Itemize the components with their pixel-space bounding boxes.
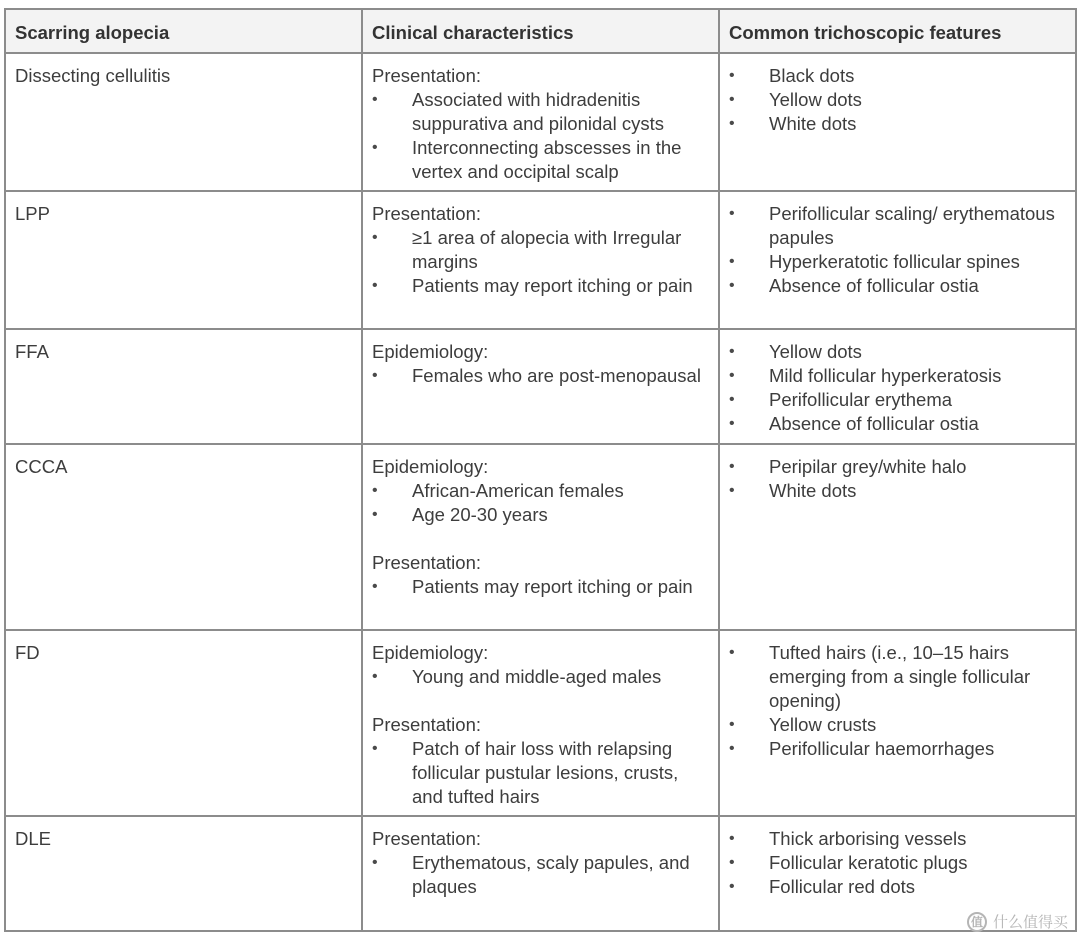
- section-label: Epidemiology:: [372, 642, 489, 663]
- bullet-list: [372, 737, 710, 809]
- bullet-list: [729, 455, 1067, 503]
- section-label: Presentation:: [372, 714, 482, 735]
- table-row: [5, 191, 1076, 329]
- condition-cell: LPP: [5, 191, 362, 329]
- header-trichoscopic-features: Common trichoscopic features: [719, 9, 1076, 53]
- table-row: [5, 816, 1076, 931]
- list-item: • Interconnecting abscesses in the vertex and occipital scalp: [372, 136, 710, 184]
- list-item: • Yellow crusts: [729, 713, 1067, 737]
- list-item: • Black dots: [729, 64, 1067, 88]
- section-label: Epidemiology:: [372, 456, 489, 477]
- bullet-list: [372, 575, 710, 599]
- list-item: • Patch of hair loss with relapsing follicular pustular lesions, crusts, and tufted hairs: [372, 737, 710, 809]
- bullet-list: [372, 364, 710, 388]
- list-item: • Absence of follicular ostia: [729, 274, 1067, 298]
- condition-cell: CCCA: [5, 444, 362, 630]
- list-item: • Mild follicular hyperkeratosis: [729, 364, 1067, 388]
- list-item: • Perifollicular scaling/ erythematous papules: [729, 202, 1067, 250]
- list-item: • Erythematous, scaly papules, and plaques: [372, 851, 710, 899]
- table-row: [5, 630, 1076, 816]
- features-cell: [719, 53, 1076, 191]
- clinical-cell: [362, 53, 719, 191]
- scarring-alopecia-table: [4, 8, 1077, 932]
- bullet-list: [372, 851, 710, 899]
- list-item: • White dots: [729, 112, 1067, 136]
- list-item: • Absence of follicular ostia: [729, 412, 1067, 436]
- list-item: • Perifollicular haemorrhages: [729, 737, 1067, 761]
- alopecia-table-container: [4, 8, 1075, 932]
- clinical-cell: [362, 444, 719, 630]
- bullet-list: [372, 88, 710, 184]
- condition-cell: Dissecting cellulitis: [5, 53, 362, 191]
- list-item: • White dots: [729, 479, 1067, 503]
- header-clinical-characteristics: Clinical characteristics: [362, 9, 719, 53]
- watermark-logo-icon: 值: [967, 912, 987, 932]
- list-item: • Tufted hairs (i.e., 10–15 hairs emerging from a single follicular opening): [729, 641, 1067, 713]
- list-item: • Hyperkeratotic follicular spines: [729, 250, 1067, 274]
- section-label: Epidemiology:: [372, 341, 489, 362]
- list-item: • Peripilar grey/white halo: [729, 455, 1067, 479]
- bullet-list: [729, 64, 1067, 136]
- list-item: • Patients may report itching or pain: [372, 274, 710, 298]
- list-item: • Yellow dots: [729, 88, 1067, 112]
- header-scarring-alopecia: Scarring alopecia: [5, 9, 362, 53]
- features-cell: [719, 329, 1076, 444]
- bullet-list: [729, 340, 1067, 436]
- features-cell: [719, 444, 1076, 630]
- table-row: [5, 329, 1076, 444]
- watermark: [967, 911, 1068, 932]
- table-row: [5, 444, 1076, 630]
- list-item: • ≥1 area of alopecia with Irregular margins: [372, 226, 710, 274]
- list-item: • Perifollicular erythema: [729, 388, 1067, 412]
- list-item: • Thick arborising vessels: [729, 827, 1067, 851]
- list-item: • African-American females: [372, 479, 710, 503]
- watermark-text: 什么值得买: [992, 914, 1068, 931]
- table-row: [5, 53, 1076, 191]
- clinical-cell: [362, 816, 719, 931]
- list-item: • Females who are post-menopausal: [372, 364, 710, 388]
- clinical-cell: [362, 630, 719, 816]
- section-spacer: [372, 689, 710, 713]
- list-item: • Yellow dots: [729, 340, 1067, 364]
- list-item: • Follicular red dots: [729, 875, 1067, 899]
- bullet-list: [729, 641, 1067, 761]
- bullet-list: [372, 226, 710, 298]
- bullet-list: [372, 479, 710, 527]
- bullet-list: [372, 665, 710, 689]
- section-label: Presentation:: [372, 828, 482, 849]
- list-item: • Associated with hidradenitis suppurativa and pilonidal cysts: [372, 88, 710, 136]
- section-label: Presentation:: [372, 552, 482, 573]
- clinical-cell: [362, 191, 719, 329]
- list-item: • Age 20-30 years: [372, 503, 710, 527]
- bullet-list: [729, 202, 1067, 298]
- section-spacer: [372, 527, 710, 551]
- list-item: • Young and middle-aged males: [372, 665, 710, 689]
- bullet-list: [729, 827, 1067, 899]
- list-item: • Follicular keratotic plugs: [729, 851, 1067, 875]
- section-label: Presentation:: [372, 203, 482, 224]
- condition-cell: FFA: [5, 329, 362, 444]
- section-label: Presentation:: [372, 65, 482, 86]
- list-item: • Patients may report itching or pain: [372, 575, 710, 599]
- condition-cell: FD: [5, 630, 362, 816]
- condition-cell: DLE: [5, 816, 362, 931]
- features-cell: [719, 191, 1076, 329]
- features-cell: [719, 630, 1076, 816]
- clinical-cell: [362, 329, 719, 444]
- table-header-row: [5, 9, 1076, 53]
- table-body: [5, 53, 1076, 931]
